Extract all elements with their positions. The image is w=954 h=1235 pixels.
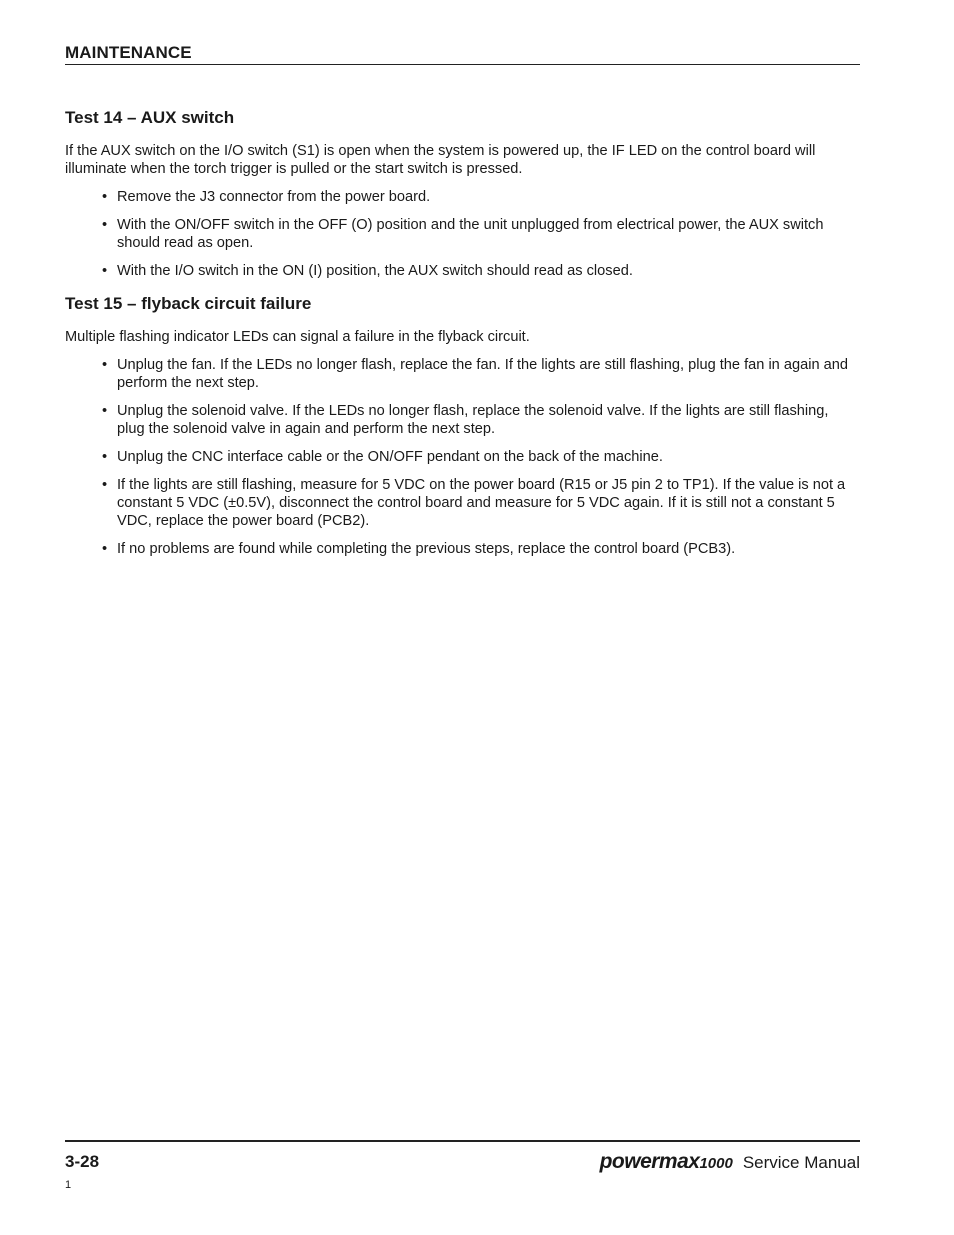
list-item-text: Unplug the CNC interface cable or the ON/OFF pendant on the back of the machine. [117, 449, 663, 465]
list-item [65, 540, 860, 558]
bullet-icon: • [102, 403, 108, 419]
manual-label: Service Manual [742, 1153, 860, 1172]
bullet-list [65, 188, 860, 280]
section-name: MAINTENANCE [65, 43, 192, 62]
page-footer [65, 1140, 860, 1191]
list-item-text: Unplug the solenoid valve. If the LEDs no longer flash, replace the solenoid valve. If the lights are still flashing, plug the solenoid valve in again and perform the next step. [117, 403, 829, 437]
section-title: Test 15 – flyback circuit failure [65, 294, 312, 313]
list-item [65, 402, 860, 438]
list-item [65, 476, 860, 530]
page-header [65, 43, 860, 65]
list-item [65, 262, 860, 280]
section-intro: If the AUX switch on the I/O switch (S1) is open when the system is powered up, the IF LED on the control board will illuminate when the torch trigger is pulled or the start switch is pressed. [65, 143, 816, 177]
brand-model: 1000 [699, 1155, 733, 1172]
page-content [65, 108, 860, 568]
bullet-icon: • [102, 541, 108, 557]
test-14-section [65, 108, 860, 280]
list-item-text: With the I/O switch in the ON (I) position, the AUX switch should read as closed. [117, 263, 633, 279]
test-15-section [65, 294, 860, 558]
list-item [65, 448, 860, 466]
section-title: Test 14 – AUX switch [65, 108, 235, 127]
page-number: 3-28 [65, 1152, 100, 1171]
brand-logo-text: powermax [599, 1150, 700, 1173]
list-item-text: If no problems are found while completing the previous steps, replace the control board (PCB3). [117, 541, 736, 557]
list-item [65, 356, 860, 392]
manual-title [600, 1150, 860, 1174]
list-item [65, 188, 860, 206]
bullet-icon: • [102, 189, 108, 205]
list-item-text: With the ON/OFF switch in the OFF (O) position and the unit unplugged from electrical power, the AUX switch should read as open. [117, 217, 824, 251]
list-item-text: Remove the J3 connector from the power board. [117, 189, 431, 205]
list-item-text: Unplug the fan. If the LEDs no longer flash, replace the fan. If the lights are still flashing, plug the fan in again and perform the next step. [117, 357, 848, 391]
bullet-icon: • [102, 263, 108, 279]
revision-number: 1 [65, 1179, 72, 1191]
bullet-list [65, 356, 860, 558]
bullet-icon: • [102, 357, 108, 373]
bullet-icon: • [102, 217, 108, 233]
list-item-text: If the lights are still flashing, measure for 5 VDC on the power board (R15 or J5 pin 2 to TP1). If the value is not a constant 5 VDC (±0.5V), disconnect the control board and measure for 5 VDC again. If it is still not a constant 5 VDC, replace the power board (PCB2). [117, 477, 846, 529]
section-intro: Multiple flashing indicator LEDs can signal a failure in the flyback circuit. [65, 329, 530, 345]
list-item [65, 216, 860, 252]
bullet-icon: • [102, 449, 108, 465]
bullet-icon: • [102, 477, 108, 493]
